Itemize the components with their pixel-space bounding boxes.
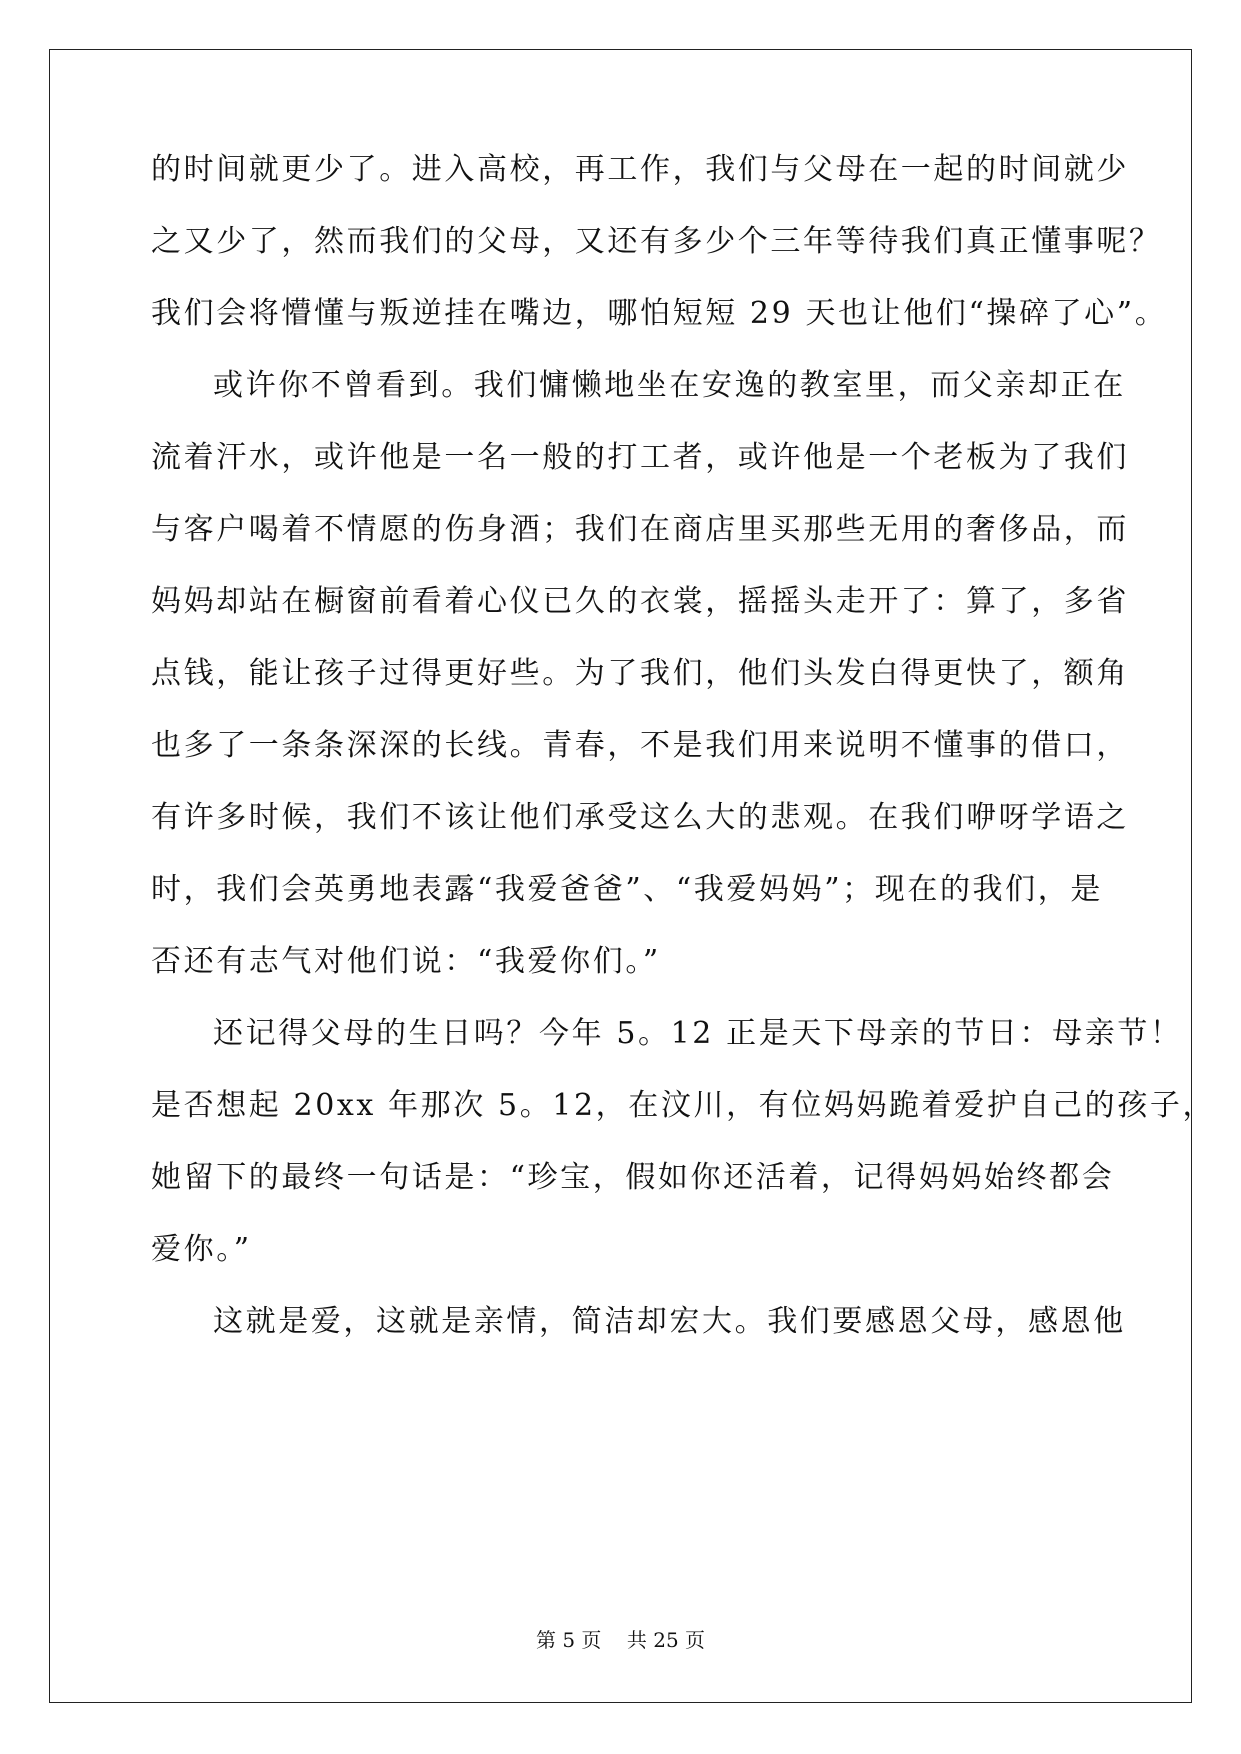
text-line: 流着汗水，或许他是一名一般的打工者，或许他是一个老板为了我们 bbox=[151, 440, 1129, 475]
text-line: 点钱，能让孩子过得更好些。为了我们，他们头发白得更快了，额角 bbox=[151, 656, 1129, 691]
text-line: 也多了一条条深深的长线。青春，不是我们用来说明不懂事的借口， bbox=[151, 728, 1129, 763]
text-line: 她留下的最终一句话是：“珍宝，假如你还活着，记得妈妈始终都会 bbox=[151, 1160, 1115, 1195]
text-line: 妈妈却站在橱窗前看着心仪已久的衣裳，摇摇头走开了：算了，多省 bbox=[151, 584, 1129, 619]
text-line: 时，我们会英勇地表露“我爱爸爸”、“我爱妈妈”；现在的我们，是 bbox=[151, 872, 1103, 907]
paragraph-start-line: 这就是爱，这就是亲情，简洁却宏大。我们要感恩父母，感恩他 bbox=[213, 1304, 1126, 1339]
text-line: 的时间就更少了。进入高校，再工作，我们与父母在一起的时间就少 bbox=[151, 152, 1129, 187]
page-footer bbox=[0, 1627, 1241, 1653]
page-number: 第 5 页 bbox=[535, 1628, 602, 1652]
text-line: 有许多时候，我们不该让他们承受这么大的悲观。在我们咿呀学语之 bbox=[151, 800, 1129, 835]
text-line: 与客户喝着不情愿的伤身酒；我们在商店里买那些无用的奢侈品，而 bbox=[151, 512, 1129, 547]
page-total: 共 25 页 bbox=[626, 1628, 706, 1652]
text-line: 我们会将懵懂与叛逆挂在嘴边，哪怕短短 29 天也让他们“操碎了心”。 bbox=[151, 296, 1168, 331]
text-line: 爱你。” bbox=[151, 1232, 252, 1267]
text-line: 之又少了，然而我们的父母，又还有多少个三年等待我们真正懂事呢？ bbox=[151, 224, 1162, 259]
text-line: 否还有志气对他们说：“我爱你们。” bbox=[151, 944, 661, 979]
paragraph-start-line: 还记得父母的生日吗？今年 5。12 正是天下母亲的节日：母亲节！ bbox=[213, 1016, 1183, 1051]
paragraph-start-line: 或许你不曾看到。我们慵懒地坐在安逸的教室里，而父亲却正在 bbox=[213, 368, 1126, 403]
text-line: 是否想起 20xx 年那次 5。12，在汶川，有位妈妈跪着爱护自己的孩子， bbox=[151, 1088, 1216, 1123]
